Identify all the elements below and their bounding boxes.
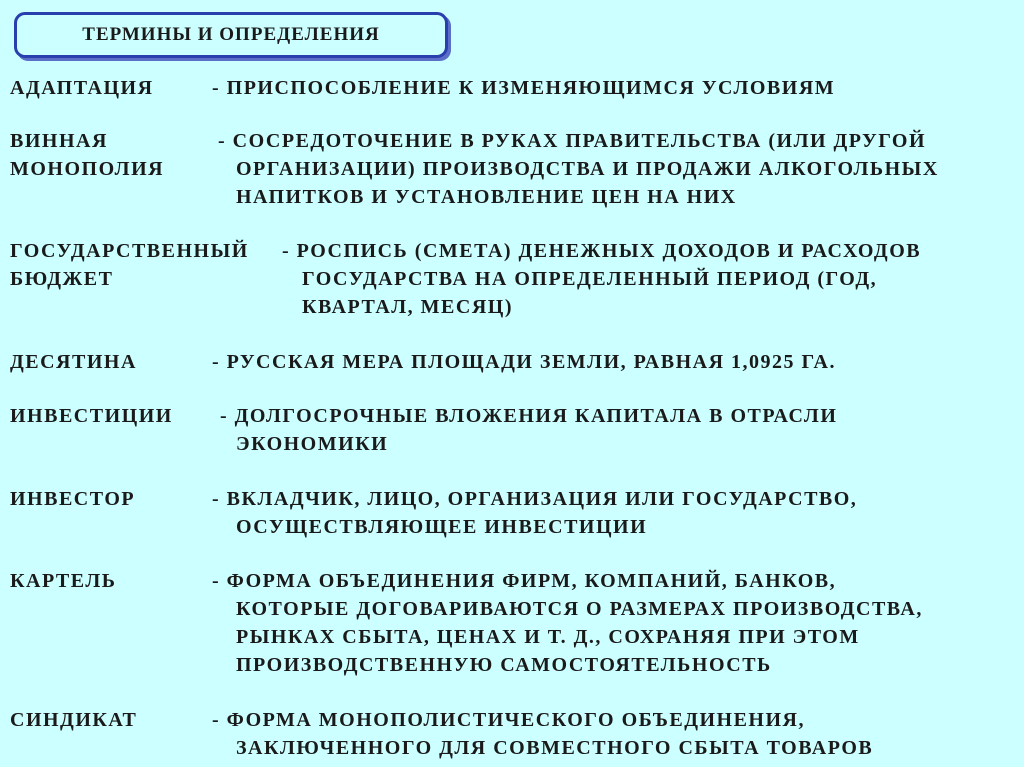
definition-cartel-line-3: РЫНКАХ СБЫТА, ЦЕНАХ И Т. Д., СОХРАНЯЯ ПРИ ЭТОМ: [236, 626, 860, 648]
definition-investments-line-2: ЭКОНОМИКИ: [236, 433, 389, 455]
term-adaptation: АДАПТАЦИЯ: [10, 77, 154, 99]
definition-wine-monopoly-line-1: - СОСРЕДОТОЧЕНИЕ В РУКАХ ПРАВИТЕЛЬСТВА (ИЛИ ДРУГОЙ: [218, 130, 927, 152]
definition-state-budget-line-1: - РОСПИСЬ (СМЕТА) ДЕНЕЖНЫХ ДОХОДОВ И РАСХОДОВ: [282, 240, 922, 262]
definition-state-budget-line-3: КВАРТАЛ, МЕСЯЦ): [302, 296, 513, 318]
term-state-budget-line-1: ГОСУДАРСТВЕННЫЙ: [10, 240, 249, 262]
page-title: ТЕРМИНЫ И ОПРЕДЕЛЕНИЯ: [82, 24, 380, 45]
term-desyatina: ДЕСЯТИНА: [10, 351, 137, 373]
term-state-budget-line-2: БЮДЖЕТ: [10, 268, 114, 290]
term-syndicate: СИНДИКАТ: [10, 709, 138, 731]
definition-wine-monopoly-line-3: НАПИТКОВ И УСТАНОВЛЕНИЕ ЦЕН НА НИХ: [236, 186, 737, 208]
definition-investments-line-1: - ДОЛГОСРОЧНЫЕ ВЛОЖЕНИЯ КАПИТАЛА В ОТРАСЛИ: [220, 405, 838, 427]
term-wine-monopoly-line-2: МОНОПОЛИЯ: [10, 158, 165, 180]
definition-cartel-line-2: КОТОРЫЕ ДОГОВАРИВАЮТСЯ О РАЗМЕРАХ ПРОИЗВОДСТВА,: [236, 598, 923, 620]
definition-wine-monopoly-line-2: ОРГАНИЗАЦИИ) ПРОИЗВОДСТВА И ПРОДАЖИ АЛКОГОЛЬНЫХ: [236, 158, 939, 180]
definition-investor-line-2: ОСУЩЕСТВЛЯЮЩЕЕ ИНВЕСТИЦИИ: [236, 516, 648, 538]
definition-state-budget-line-2: ГОСУДАРСТВА НА ОПРЕДЕЛЕННЫЙ ПЕРИОД (ГОД,: [302, 268, 878, 290]
definition-cartel-line-1: - ФОРМА ОБЪЕДИНЕНИЯ ФИРМ, КОМПАНИЙ, БАНКОВ,: [212, 570, 837, 592]
definition-desyatina-line-1: - РУССКАЯ МЕРА ПЛОЩАДИ ЗЕМЛИ, РАВНАЯ 1,0925 ГА.: [212, 351, 836, 373]
definition-adaptation-line-1: - ПРИСПОСОБЛЕНИЕ К ИЗМЕНЯЮЩИМСЯ УСЛОВИЯМ: [212, 77, 836, 99]
definition-syndicate-line-1: - ФОРМА МОНОПОЛИСТИЧЕСКОГО ОБЪЕДИНЕНИЯ,: [212, 709, 805, 731]
definition-cartel-line-4: ПРОИЗВОДСТВЕННУЮ САМОСТОЯТЕЛЬНОСТЬ: [236, 654, 772, 676]
definition-syndicate-line-2: ЗАКЛЮЧЕННОГО ДЛЯ СОВМЕСТНОГО СБЫТА ТОВАРОВ: [236, 737, 874, 759]
definition-investor-line-1: - ВКЛАДЧИК, ЛИЦО, ОРГАНИЗАЦИЯ ИЛИ ГОСУДАРСТВО,: [212, 488, 858, 510]
term-investor: ИНВЕСТОР: [10, 488, 136, 510]
term-wine-monopoly-line-1: ВИННАЯ: [10, 130, 108, 152]
title-box: [14, 12, 448, 58]
term-cartel: КАРТЕЛЬ: [10, 570, 117, 592]
term-investments: ИНВЕСТИЦИИ: [10, 405, 173, 427]
